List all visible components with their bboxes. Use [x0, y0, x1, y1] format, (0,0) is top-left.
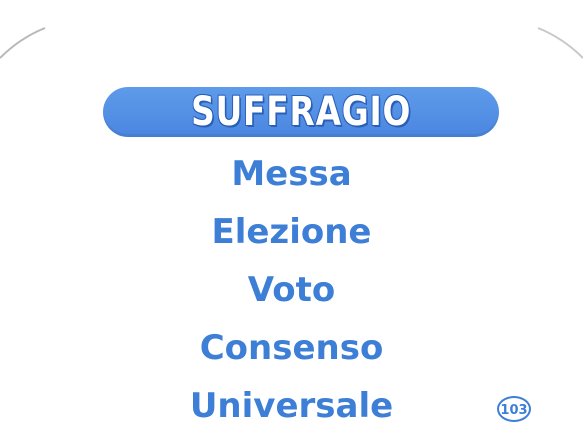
card-number-badge: 103: [497, 396, 531, 422]
taboo-word-list: [0, 145, 583, 431]
taboo-word: Consenso: [199, 328, 384, 368]
title-bar: [103, 87, 499, 137]
card-border-arc: [0, 0, 583, 80]
taboo-word: Messa: [231, 154, 352, 194]
taboo-word: Elezione: [211, 212, 372, 252]
taboo-word: Voto: [247, 270, 336, 310]
taboo-word: Universale: [189, 386, 394, 426]
card-title: SUFFRAGIO: [190, 89, 412, 135]
